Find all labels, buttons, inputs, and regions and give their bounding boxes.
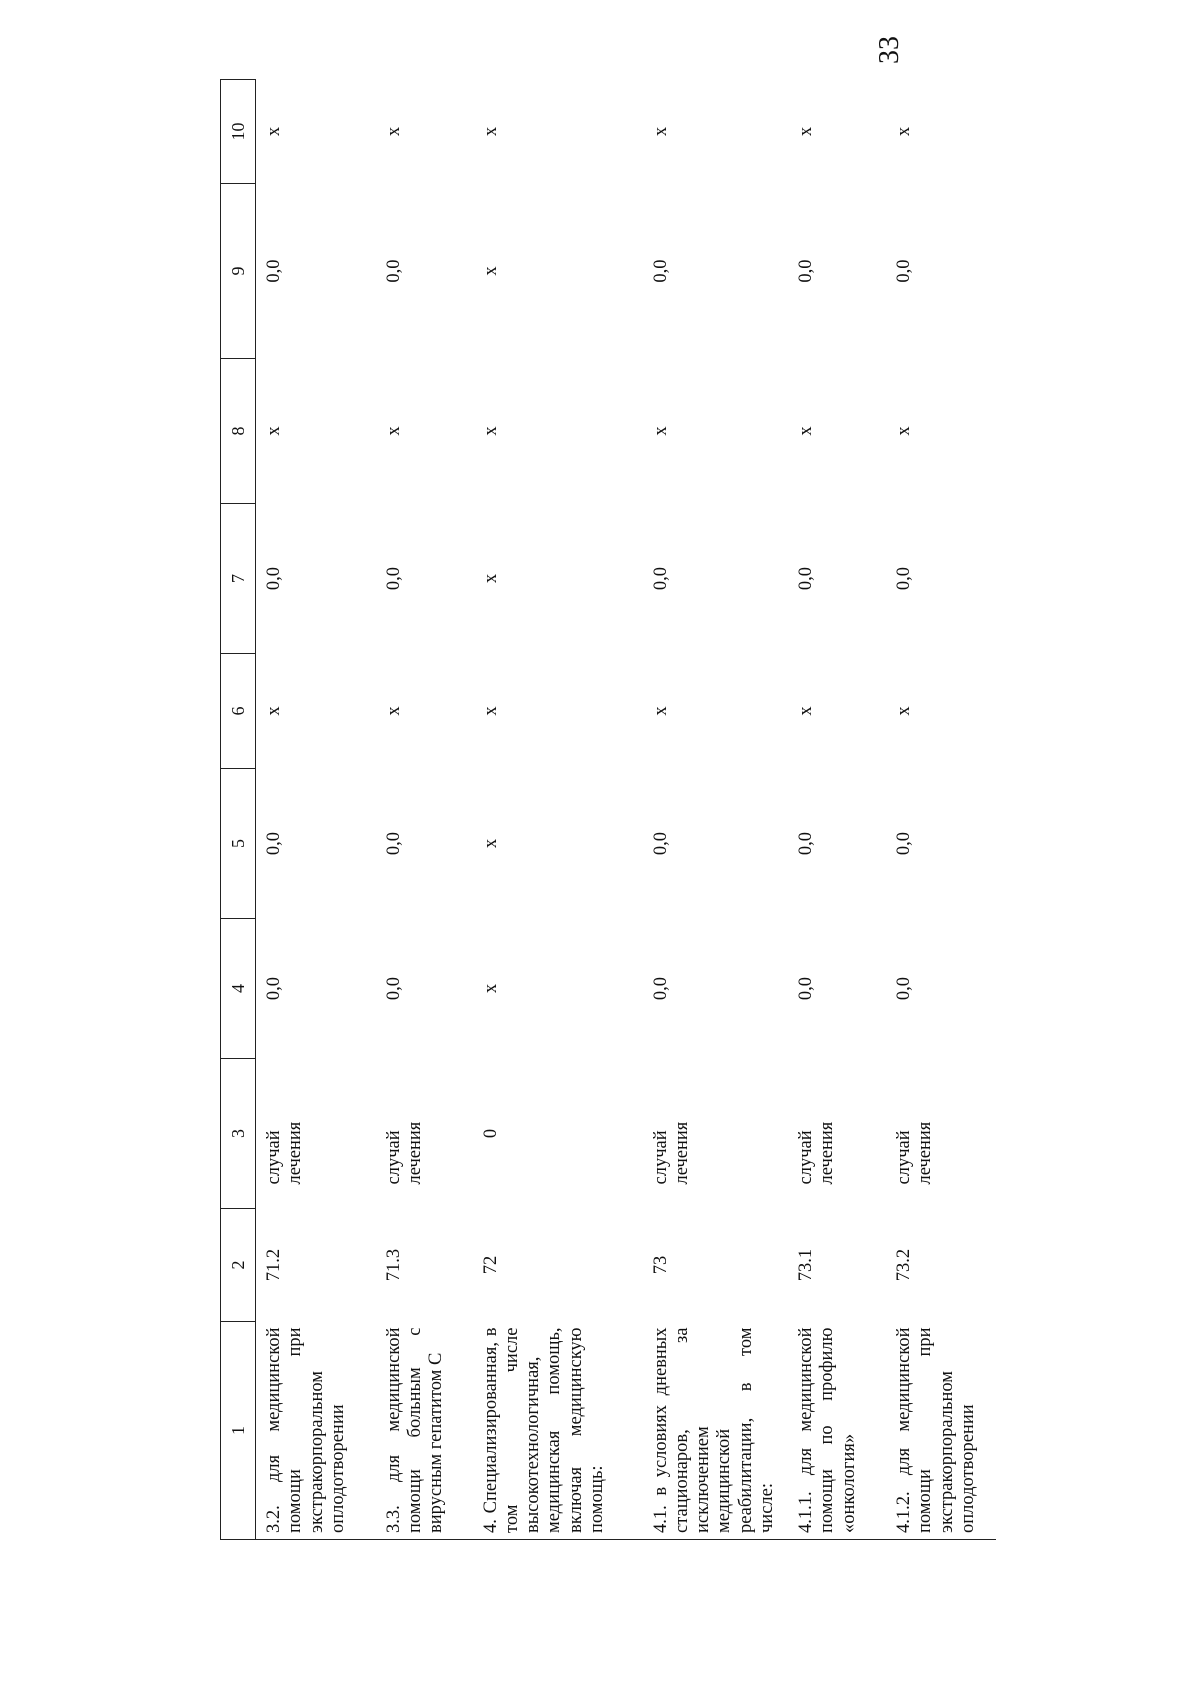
cell-value: 0,0 [264,831,284,856]
column-header: 5 [221,769,256,919]
row-description: 4.1.2. для медицинской помощи при экстракорпоральном оплодотворении [886,1322,996,1540]
row-code: 73.1 [796,1248,817,1282]
cell-value: х [480,426,501,436]
cell-value: х [383,706,404,716]
cell-value: 0,0 [894,831,915,856]
row-description: 3.3. для медицинской помощи больным с вирусным гепатитом С [376,1322,473,1540]
cell-value: 0,0 [650,566,671,591]
cell-value: 0,0 [796,259,817,283]
row-unit: случай лечения [796,1121,838,1185]
cell-value: х [480,706,501,716]
row-unit: случай лечения [650,1121,692,1185]
cell-value: х [480,126,501,137]
cell-value: 0,0 [383,831,404,856]
column-header: 3 [221,1059,256,1209]
cell-value: 0,0 [894,976,915,1001]
cell-value: х [480,838,501,849]
cell-value: 0,0 [650,831,671,856]
rotated-table-container [220,80,1200,1540]
cell-value: х [894,126,915,137]
cell-value: х [264,426,284,436]
cell-value: 0,0 [796,566,817,591]
column-header: 4 [221,919,256,1059]
row-code: 73.2 [894,1248,915,1282]
column-header: 2 [221,1209,256,1322]
cell-value: 0,0 [894,259,915,283]
cell-value: х [894,706,915,716]
cell-value: 0,0 [796,976,817,1001]
cell-value: х [650,706,671,716]
data-table [220,79,996,1540]
cell-value: х [264,126,284,137]
cell-value: 0,0 [383,259,404,283]
row-description: 4.1. в условиях дневных стационаров, за исключением медицинской реабилитации, в том числе: [643,1322,789,1540]
table-row [256,80,376,1540]
cell-value: 0,0 [264,976,284,1001]
row-unit: случай лечения [894,1121,936,1185]
column-header: 6 [221,654,256,769]
table-row [376,80,473,1540]
column-header: 8 [221,359,256,504]
column-header: 10 [221,80,256,184]
row-unit: случай лечения [383,1121,425,1185]
cell-value: х [264,706,284,716]
table-row [643,80,789,1540]
cell-value: 0,0 [650,976,671,1001]
cell-value: х [383,126,404,137]
cell-value: 0,0 [894,566,915,591]
cell-value: 0,0 [264,259,284,283]
column-header: 1 [221,1322,256,1540]
row-code: 72 [480,1255,501,1275]
cell-value: х [480,266,501,276]
column-header: 7 [221,504,256,654]
cell-value: 0,0 [796,831,817,856]
row-description: 4. Специализированная, в том числе высокотехнологичная, медицинская помощь, включая медицинскую помощь: [473,1322,643,1540]
cell-value: х [650,426,671,436]
header-row [221,80,256,1540]
row-code: 73 [650,1255,671,1275]
row-unit: 0 [480,1128,501,1139]
cell-value: х [796,126,817,137]
row-code: 71.2 [264,1248,284,1282]
row-code: 71.3 [383,1248,404,1282]
cell-value: 0,0 [383,976,404,1001]
cell-value: х [796,426,817,436]
cell-value: 0,0 [264,566,284,591]
cell-value: х [383,426,404,436]
table-row [886,80,996,1540]
column-header: 9 [221,184,256,359]
page-number: 33 [874,36,905,64]
row-description: 3.2. для медицинской помощи при экстракорпоральном оплодотворении [256,1322,376,1540]
cell-value: х [480,983,501,994]
cell-value: 0,0 [383,566,404,591]
cell-value: х [650,126,671,137]
table-row [473,80,643,1540]
cell-value: 0,0 [650,259,671,283]
table-row [788,80,886,1540]
row-description: 4.1.1. для медицинской помощи по профилю «онкология» [788,1322,886,1540]
cell-value: х [796,706,817,716]
cell-value: х [894,426,915,436]
cell-value: х [480,573,501,584]
row-unit: случай лечения [264,1121,306,1185]
